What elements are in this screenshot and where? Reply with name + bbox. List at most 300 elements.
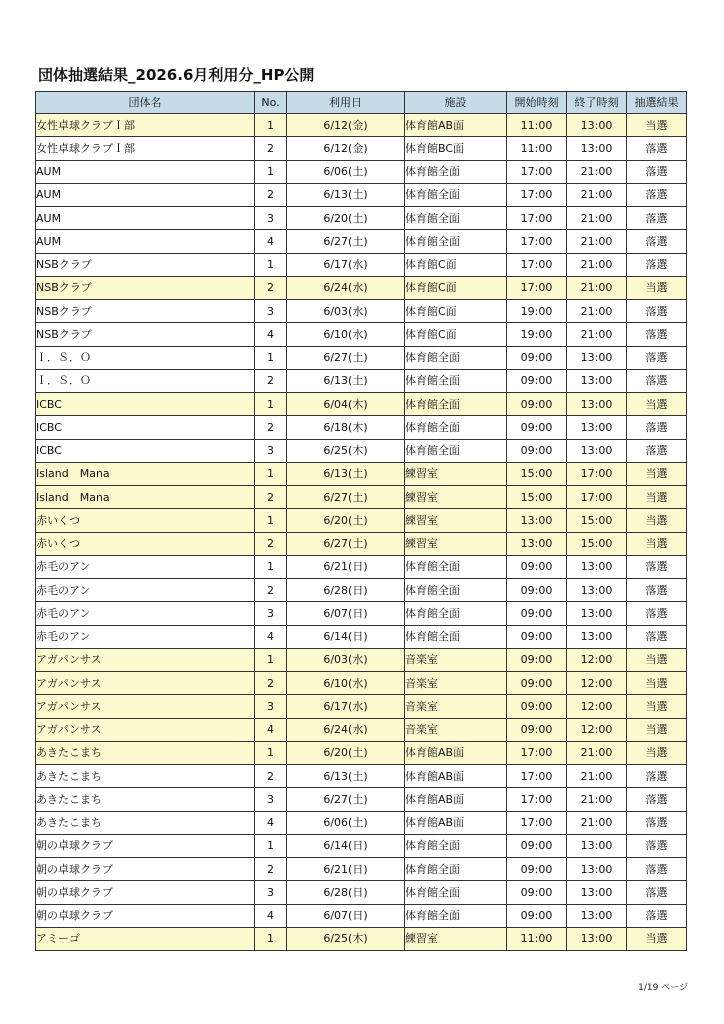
cell-end-time: 21:00 <box>567 788 627 811</box>
table-row <box>36 881 687 904</box>
cell-result: 当選 <box>627 741 687 764</box>
cell-end-time: 12:00 <box>567 648 627 671</box>
cell-no: 1 <box>255 462 287 485</box>
cell-end-time: 21:00 <box>567 230 627 253</box>
cell-start-time: 11:00 <box>507 114 567 137</box>
cell-end-time: 13:00 <box>567 137 627 160</box>
cell-date: 6/12(金) <box>287 137 405 160</box>
table-row <box>36 230 687 253</box>
cell-date: 6/27(土) <box>287 346 405 369</box>
cell-date: 6/10(水) <box>287 672 405 695</box>
cell-no: 4 <box>255 230 287 253</box>
cell-no: 2 <box>255 579 287 602</box>
cell-no: 3 <box>255 207 287 230</box>
cell-group-name: 赤いくつ <box>36 532 255 555</box>
cell-group-name: 赤毛のアン <box>36 602 255 625</box>
cell-start-time: 09:00 <box>507 416 567 439</box>
cell-group-name: あきたこまち <box>36 741 255 764</box>
cell-date: 6/27(土) <box>287 532 405 555</box>
table-row <box>36 346 687 369</box>
cell-group-name: 赤毛のアン <box>36 555 255 578</box>
table-row <box>36 369 687 392</box>
cell-result: 落選 <box>627 788 687 811</box>
cell-start-time: 13:00 <box>507 532 567 555</box>
cell-group-name: AUM <box>36 207 255 230</box>
cell-date: 6/18(木) <box>287 416 405 439</box>
cell-group-name: アガパンサス <box>36 695 255 718</box>
table-row <box>36 300 687 323</box>
cell-start-time: 15:00 <box>507 486 567 509</box>
cell-start-time: 17:00 <box>507 207 567 230</box>
table-body <box>36 114 687 951</box>
cell-start-time: 17:00 <box>507 276 567 299</box>
cell-group-name: Ｉ．Ｓ．Ｏ <box>36 369 255 392</box>
table-row <box>36 114 687 137</box>
page-title: 団体抽選結果_2026.6月利用分_HP公開 <box>38 66 315 84</box>
cell-date: 6/27(土) <box>287 486 405 509</box>
cell-date: 6/07(日) <box>287 602 405 625</box>
cell-facility: 体育館C面 <box>405 323 507 346</box>
cell-end-time: 21:00 <box>567 811 627 834</box>
cell-end-time: 15:00 <box>567 509 627 532</box>
cell-end-time: 13:00 <box>567 834 627 857</box>
cell-result: 落選 <box>627 253 687 276</box>
cell-group-name: AUM <box>36 160 255 183</box>
cell-no: 1 <box>255 741 287 764</box>
cell-date: 6/21(日) <box>287 555 405 578</box>
cell-no: 1 <box>255 114 287 137</box>
cell-start-time: 09:00 <box>507 625 567 648</box>
cell-result: 落選 <box>627 834 687 857</box>
cell-facility: 体育館AB面 <box>405 788 507 811</box>
cell-group-name: 赤いくつ <box>36 509 255 532</box>
cell-facility: 体育館全面 <box>405 183 507 206</box>
cell-result: 落選 <box>627 346 687 369</box>
cell-no: 4 <box>255 811 287 834</box>
table-row <box>36 439 687 462</box>
cell-no: 2 <box>255 369 287 392</box>
cell-date: 6/03(水) <box>287 648 405 671</box>
cell-group-name: NSBクラブ <box>36 276 255 299</box>
cell-group-name: 朝の卓球クラブ <box>36 881 255 904</box>
cell-date: 6/04(木) <box>287 393 405 416</box>
cell-facility: 体育館全面 <box>405 579 507 602</box>
cell-group-name: NSBクラブ <box>36 300 255 323</box>
cell-date: 6/28(日) <box>287 579 405 602</box>
cell-start-time: 09:00 <box>507 555 567 578</box>
cell-facility: 体育館全面 <box>405 625 507 648</box>
table-row <box>36 555 687 578</box>
table-row <box>36 183 687 206</box>
cell-date: 6/27(土) <box>287 788 405 811</box>
cell-result: 当選 <box>627 114 687 137</box>
cell-facility: 体育館C面 <box>405 276 507 299</box>
cell-facility: 体育館全面 <box>405 346 507 369</box>
table-row <box>36 788 687 811</box>
cell-result: 落選 <box>627 765 687 788</box>
table-row <box>36 509 687 532</box>
cell-result: 当選 <box>627 276 687 299</box>
cell-no: 1 <box>255 555 287 578</box>
cell-start-time: 09:00 <box>507 393 567 416</box>
cell-date: 6/03(水) <box>287 300 405 323</box>
cell-group-name: あきたこまち <box>36 811 255 834</box>
cell-date: 6/24(水) <box>287 276 405 299</box>
table-row <box>36 160 687 183</box>
cell-no: 1 <box>255 927 287 950</box>
cell-start-time: 09:00 <box>507 346 567 369</box>
header-result: 抽選結果 <box>627 92 687 114</box>
cell-date: 6/14(日) <box>287 834 405 857</box>
cell-end-time: 13:00 <box>567 416 627 439</box>
cell-end-time: 13:00 <box>567 927 627 950</box>
cell-end-time: 21:00 <box>567 323 627 346</box>
cell-result: 当選 <box>627 718 687 741</box>
cell-start-time: 11:00 <box>507 137 567 160</box>
cell-facility: 練習室 <box>405 532 507 555</box>
cell-facility: 体育館全面 <box>405 858 507 881</box>
cell-result: 当選 <box>627 462 687 485</box>
cell-result: 落選 <box>627 137 687 160</box>
cell-start-time: 09:00 <box>507 648 567 671</box>
header-end-time: 終了時刻 <box>567 92 627 114</box>
cell-start-time: 09:00 <box>507 579 567 602</box>
table-row <box>36 579 687 602</box>
cell-start-time: 13:00 <box>507 509 567 532</box>
cell-start-time: 17:00 <box>507 230 567 253</box>
cell-facility: 体育館全面 <box>405 416 507 439</box>
cell-start-time: 19:00 <box>507 300 567 323</box>
cell-group-name: 朝の卓球クラブ <box>36 858 255 881</box>
table-row <box>36 904 687 927</box>
cell-end-time: 21:00 <box>567 183 627 206</box>
page-number: 1/19 ページ <box>638 983 688 993</box>
cell-result: 落選 <box>627 323 687 346</box>
header-date: 利用日 <box>287 92 405 114</box>
cell-no: 1 <box>255 834 287 857</box>
cell-start-time: 15:00 <box>507 462 567 485</box>
cell-group-name: 朝の卓球クラブ <box>36 904 255 927</box>
lottery-results-table <box>35 91 687 951</box>
cell-no: 4 <box>255 625 287 648</box>
cell-facility: 練習室 <box>405 462 507 485</box>
cell-facility: 練習室 <box>405 509 507 532</box>
cell-date: 6/17(水) <box>287 253 405 276</box>
cell-no: 2 <box>255 183 287 206</box>
cell-end-time: 13:00 <box>567 555 627 578</box>
cell-group-name: アガパンサス <box>36 672 255 695</box>
table-row <box>36 765 687 788</box>
cell-facility: 体育館全面 <box>405 834 507 857</box>
cell-end-time: 13:00 <box>567 346 627 369</box>
cell-group-name: 女性卓球クラブＩ部 <box>36 114 255 137</box>
table-row <box>36 672 687 695</box>
cell-end-time: 13:00 <box>567 602 627 625</box>
cell-facility: 体育館全面 <box>405 393 507 416</box>
cell-facility: 体育館全面 <box>405 881 507 904</box>
cell-result: 落選 <box>627 881 687 904</box>
cell-no: 2 <box>255 672 287 695</box>
table-row <box>36 927 687 950</box>
cell-start-time: 09:00 <box>507 672 567 695</box>
cell-date: 6/13(土) <box>287 183 405 206</box>
cell-result: 落選 <box>627 555 687 578</box>
cell-facility: 体育館全面 <box>405 369 507 392</box>
table-row <box>36 602 687 625</box>
cell-no: 1 <box>255 253 287 276</box>
table-row <box>36 648 687 671</box>
cell-result: 落選 <box>627 160 687 183</box>
cell-date: 6/20(土) <box>287 741 405 764</box>
cell-end-time: 12:00 <box>567 672 627 695</box>
cell-facility: 体育館C面 <box>405 300 507 323</box>
table-row <box>36 276 687 299</box>
cell-date: 6/20(土) <box>287 207 405 230</box>
cell-start-time: 09:00 <box>507 881 567 904</box>
cell-group-name: Island Mana <box>36 462 255 485</box>
cell-end-time: 17:00 <box>567 486 627 509</box>
cell-result: 落選 <box>627 369 687 392</box>
cell-no: 1 <box>255 346 287 369</box>
cell-result: 落選 <box>627 439 687 462</box>
cell-no: 3 <box>255 300 287 323</box>
cell-start-time: 17:00 <box>507 741 567 764</box>
cell-group-name: NSBクラブ <box>36 323 255 346</box>
cell-date: 6/07(日) <box>287 904 405 927</box>
table-row <box>36 137 687 160</box>
cell-date: 6/21(日) <box>287 858 405 881</box>
cell-facility: 体育館全面 <box>405 230 507 253</box>
cell-no: 4 <box>255 718 287 741</box>
cell-result: 落選 <box>627 230 687 253</box>
cell-start-time: 09:00 <box>507 369 567 392</box>
cell-no: 1 <box>255 393 287 416</box>
cell-group-name: AUM <box>36 230 255 253</box>
cell-end-time: 13:00 <box>567 625 627 648</box>
cell-start-time: 17:00 <box>507 160 567 183</box>
cell-facility: 音楽室 <box>405 648 507 671</box>
cell-date: 6/25(木) <box>287 927 405 950</box>
cell-end-time: 17:00 <box>567 462 627 485</box>
cell-no: 3 <box>255 881 287 904</box>
header-no: No. <box>255 92 287 114</box>
cell-facility: 体育館BC面 <box>405 137 507 160</box>
cell-start-time: 17:00 <box>507 183 567 206</box>
cell-result: 当選 <box>627 672 687 695</box>
cell-date: 6/17(水) <box>287 695 405 718</box>
cell-group-name: Island Mana <box>36 486 255 509</box>
cell-no: 2 <box>255 532 287 555</box>
cell-no: 3 <box>255 439 287 462</box>
cell-result: 落選 <box>627 183 687 206</box>
cell-group-name: NSBクラブ <box>36 253 255 276</box>
cell-no: 2 <box>255 486 287 509</box>
cell-result: 落選 <box>627 625 687 648</box>
cell-facility: 体育館全面 <box>405 602 507 625</box>
cell-result: 当選 <box>627 486 687 509</box>
cell-no: 3 <box>255 695 287 718</box>
cell-date: 6/13(土) <box>287 462 405 485</box>
table-row <box>36 323 687 346</box>
cell-facility: 練習室 <box>405 927 507 950</box>
cell-start-time: 09:00 <box>507 602 567 625</box>
cell-facility: 体育館AB面 <box>405 114 507 137</box>
cell-result: 当選 <box>627 927 687 950</box>
cell-start-time: 11:00 <box>507 927 567 950</box>
table-row <box>36 253 687 276</box>
table-row <box>36 416 687 439</box>
cell-result: 落選 <box>627 602 687 625</box>
cell-group-name: ICBC <box>36 416 255 439</box>
table-row <box>36 858 687 881</box>
cell-start-time: 17:00 <box>507 765 567 788</box>
cell-date: 6/28(日) <box>287 881 405 904</box>
cell-no: 3 <box>255 602 287 625</box>
cell-facility: 体育館全面 <box>405 904 507 927</box>
cell-result: 当選 <box>627 648 687 671</box>
cell-result: 当選 <box>627 393 687 416</box>
table-row <box>36 834 687 857</box>
cell-no: 2 <box>255 276 287 299</box>
cell-date: 6/14(日) <box>287 625 405 648</box>
cell-result: 当選 <box>627 695 687 718</box>
cell-date: 6/24(水) <box>287 718 405 741</box>
table-row <box>36 462 687 485</box>
table-row <box>36 718 687 741</box>
cell-group-name: アミーゴ <box>36 927 255 950</box>
cell-result: 落選 <box>627 300 687 323</box>
table-row <box>36 625 687 648</box>
table-row <box>36 393 687 416</box>
cell-date: 6/06(土) <box>287 811 405 834</box>
cell-end-time: 21:00 <box>567 276 627 299</box>
cell-date: 6/12(金) <box>287 114 405 137</box>
cell-date: 6/10(水) <box>287 323 405 346</box>
cell-no: 1 <box>255 509 287 532</box>
cell-end-time: 13:00 <box>567 579 627 602</box>
cell-facility: 体育館全面 <box>405 555 507 578</box>
header-start-time: 開始時刻 <box>507 92 567 114</box>
table-row <box>36 486 687 509</box>
cell-no: 2 <box>255 765 287 788</box>
cell-result: 落選 <box>627 811 687 834</box>
cell-group-name: 赤毛のアン <box>36 625 255 648</box>
cell-end-time: 21:00 <box>567 207 627 230</box>
table-row <box>36 811 687 834</box>
cell-group-name: 朝の卓球クラブ <box>36 834 255 857</box>
cell-end-time: 13:00 <box>567 904 627 927</box>
cell-start-time: 17:00 <box>507 811 567 834</box>
cell-end-time: 13:00 <box>567 114 627 137</box>
cell-no: 1 <box>255 648 287 671</box>
cell-no: 2 <box>255 137 287 160</box>
cell-result: 当選 <box>627 509 687 532</box>
table-row <box>36 207 687 230</box>
cell-facility: 音楽室 <box>405 718 507 741</box>
cell-no: 2 <box>255 858 287 881</box>
cell-start-time: 17:00 <box>507 788 567 811</box>
cell-group-name: Ｉ．Ｓ．Ｏ <box>36 346 255 369</box>
table-row <box>36 695 687 718</box>
cell-group-name: AUM <box>36 183 255 206</box>
cell-facility: 音楽室 <box>405 672 507 695</box>
cell-result: 落選 <box>627 207 687 230</box>
cell-end-time: 21:00 <box>567 741 627 764</box>
cell-date: 6/13(土) <box>287 369 405 392</box>
cell-group-name: 赤毛のアン <box>36 579 255 602</box>
cell-group-name: アガパンサス <box>36 648 255 671</box>
cell-facility: 練習室 <box>405 486 507 509</box>
cell-end-time: 12:00 <box>567 718 627 741</box>
cell-date: 6/27(土) <box>287 230 405 253</box>
cell-start-time: 09:00 <box>507 695 567 718</box>
cell-group-name: ICBC <box>36 439 255 462</box>
cell-end-time: 21:00 <box>567 253 627 276</box>
cell-result: 落選 <box>627 416 687 439</box>
cell-date: 6/06(土) <box>287 160 405 183</box>
cell-end-time: 13:00 <box>567 369 627 392</box>
cell-group-name: あきたこまち <box>36 788 255 811</box>
cell-end-time: 13:00 <box>567 858 627 881</box>
cell-start-time: 17:00 <box>507 253 567 276</box>
cell-result: 落選 <box>627 858 687 881</box>
cell-end-time: 21:00 <box>567 160 627 183</box>
table-row <box>36 741 687 764</box>
cell-result: 当選 <box>627 532 687 555</box>
cell-start-time: 09:00 <box>507 904 567 927</box>
cell-result: 落選 <box>627 579 687 602</box>
cell-date: 6/13(土) <box>287 765 405 788</box>
cell-start-time: 09:00 <box>507 718 567 741</box>
cell-no: 2 <box>255 416 287 439</box>
cell-start-time: 09:00 <box>507 858 567 881</box>
cell-no: 1 <box>255 160 287 183</box>
cell-facility: 体育館全面 <box>405 439 507 462</box>
cell-date: 6/25(木) <box>287 439 405 462</box>
cell-facility: 体育館AB面 <box>405 741 507 764</box>
cell-facility: 体育館C面 <box>405 253 507 276</box>
cell-group-name: アガパンサス <box>36 718 255 741</box>
cell-group-name: ICBC <box>36 393 255 416</box>
header-group-name: 団体名 <box>36 92 255 114</box>
cell-end-time: 21:00 <box>567 765 627 788</box>
cell-no: 3 <box>255 788 287 811</box>
cell-facility: 音楽室 <box>405 695 507 718</box>
cell-no: 4 <box>255 323 287 346</box>
cell-date: 6/20(土) <box>287 509 405 532</box>
cell-end-time: 13:00 <box>567 439 627 462</box>
cell-end-time: 21:00 <box>567 300 627 323</box>
table-row <box>36 532 687 555</box>
cell-end-time: 13:00 <box>567 393 627 416</box>
cell-facility: 体育館AB面 <box>405 811 507 834</box>
cell-start-time: 09:00 <box>507 439 567 462</box>
cell-group-name: 女性卓球クラブＩ部 <box>36 137 255 160</box>
cell-facility: 体育館AB面 <box>405 765 507 788</box>
cell-end-time: 12:00 <box>567 695 627 718</box>
cell-facility: 体育館全面 <box>405 207 507 230</box>
cell-facility: 体育館全面 <box>405 160 507 183</box>
cell-end-time: 13:00 <box>567 881 627 904</box>
cell-result: 落選 <box>627 904 687 927</box>
cell-group-name: あきたこまち <box>36 765 255 788</box>
header-facility: 施設 <box>405 92 507 114</box>
cell-end-time: 15:00 <box>567 532 627 555</box>
table-header-row <box>36 92 687 114</box>
cell-start-time: 19:00 <box>507 323 567 346</box>
cell-start-time: 09:00 <box>507 834 567 857</box>
cell-no: 4 <box>255 904 287 927</box>
